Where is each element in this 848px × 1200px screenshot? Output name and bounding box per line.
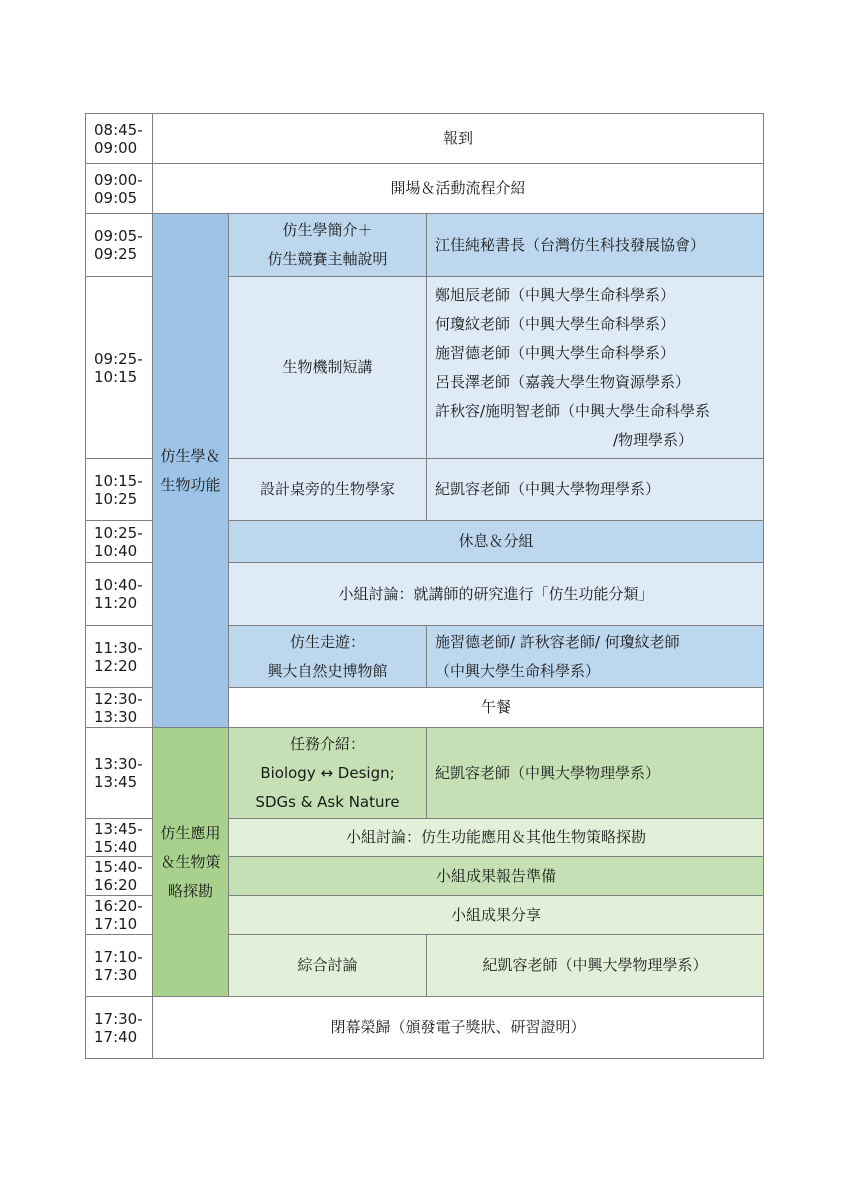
topic-cell bbox=[229, 214, 427, 277]
time-cell bbox=[86, 563, 153, 626]
time-end: 09:00 bbox=[94, 138, 138, 157]
time-end: 10:40 bbox=[94, 541, 138, 560]
time-end: 16:20 bbox=[94, 876, 138, 894]
section-label-line: 仿生應用 bbox=[160, 823, 221, 842]
activity-cell: 閉幕榮歸（頒發電子獎狀、研習證明） bbox=[153, 997, 764, 1059]
topic-line: 仿生走遊： bbox=[289, 632, 365, 651]
topic-line: SDGs & Ask Nature bbox=[255, 792, 400, 811]
schedule-table bbox=[85, 113, 764, 1059]
time-start: 10:25- bbox=[94, 523, 143, 542]
time-end: 17:30 bbox=[94, 965, 138, 984]
speaker-line: /物理學系） bbox=[612, 430, 694, 449]
time-start: 13:45- bbox=[94, 819, 143, 838]
speaker-line: 施習德老師/ 許秋容老師/ 何瓊紋老師 bbox=[435, 632, 680, 651]
activity-cell: 開場＆活動流程介紹 bbox=[153, 164, 764, 214]
time-cell bbox=[86, 521, 153, 563]
time-start: 15:40- bbox=[94, 858, 143, 876]
time-start: 16:20- bbox=[94, 897, 143, 915]
topic-cell bbox=[229, 626, 427, 688]
activity-cell: 休息＆分組 bbox=[229, 521, 764, 563]
section-label-line: 仿生學＆ bbox=[160, 446, 221, 465]
time-cell bbox=[86, 277, 153, 459]
speaker-cell: 紀凱容老師（中興大學物理學系） bbox=[427, 728, 764, 819]
activity-cell: 小組討論：就講師的研究進行「仿生功能分類」 bbox=[229, 563, 764, 626]
speaker-cell: 江佳純秘書長（台灣仿生科技發展協會） bbox=[427, 214, 764, 277]
table-row bbox=[86, 997, 764, 1059]
time-cell bbox=[86, 997, 153, 1059]
topic-cell: 生物機制短講 bbox=[229, 277, 427, 459]
time-start: 09:00- bbox=[94, 170, 143, 189]
topic-cell: 綜合討論 bbox=[229, 935, 427, 997]
time-cell bbox=[86, 164, 153, 214]
time-start: 17:30- bbox=[94, 1009, 143, 1028]
activity-cell: 報到 bbox=[153, 114, 764, 164]
speaker-cell: 紀凱容老師（中興大學物理學系） bbox=[427, 459, 764, 521]
time-start: 17:10- bbox=[94, 947, 143, 966]
time-end: 09:05 bbox=[94, 188, 138, 207]
time-end: 17:40 bbox=[94, 1027, 138, 1046]
speaker-list-cell bbox=[427, 277, 764, 459]
time-cell bbox=[86, 935, 153, 997]
time-end: 09:25 bbox=[94, 245, 138, 263]
speaker-cell bbox=[427, 626, 764, 688]
speaker-line: 呂長澤老師（嘉義大學生物資源學系） bbox=[435, 372, 691, 391]
activity-cell: 小組成果報告準備 bbox=[229, 857, 764, 896]
speaker-line: （中興大學生命科學系） bbox=[435, 661, 601, 680]
speaker-line: 何瓊紋老師（中興大學生命科學系） bbox=[435, 314, 676, 333]
time-end: 17:10 bbox=[94, 915, 138, 933]
topic-line: 興大自然史博物館 bbox=[267, 661, 388, 680]
topic-cell: 設計桌旁的生物學家 bbox=[229, 459, 427, 521]
time-cell bbox=[86, 459, 153, 521]
section-label bbox=[153, 214, 229, 728]
time-end: 10:25 bbox=[94, 489, 138, 508]
time-end: 13:45 bbox=[94, 773, 138, 791]
table-row bbox=[86, 114, 764, 164]
topic-line: 仿生競賽主軸說明 bbox=[267, 250, 388, 268]
time-start: 09:25- bbox=[94, 349, 143, 368]
topic-cell bbox=[229, 728, 427, 819]
section-label-line: ＆生物策 bbox=[160, 852, 221, 871]
section-label-line: 生物功能 bbox=[160, 475, 221, 494]
topic-line: Biology ↔ Design; bbox=[260, 763, 395, 782]
time-end: 11:20 bbox=[94, 594, 138, 612]
time-start: 10:15- bbox=[94, 471, 143, 490]
section-label-line: 略探勘 bbox=[167, 881, 213, 900]
table-row bbox=[86, 728, 764, 819]
time-end: 12:20 bbox=[94, 656, 138, 675]
time-start: 09:05- bbox=[94, 227, 143, 245]
time-end: 10:15 bbox=[94, 367, 138, 386]
time-start: 08:45- bbox=[94, 120, 143, 139]
activity-cell: 小組成果分享 bbox=[229, 896, 764, 935]
time-end: 15:40 bbox=[94, 837, 138, 856]
time-start: 11:30- bbox=[94, 638, 143, 657]
topic-line: 仿生學簡介＋ bbox=[282, 221, 373, 239]
time-cell bbox=[86, 626, 153, 688]
topic-line: 任務介紹： bbox=[289, 734, 365, 753]
table-row bbox=[86, 164, 764, 214]
time-start: 13:30- bbox=[94, 755, 143, 773]
time-cell bbox=[86, 214, 153, 277]
time-cell bbox=[86, 688, 153, 728]
time-end: 13:30 bbox=[94, 707, 138, 726]
speaker-line: 鄭旭辰老師（中興大學生命科學系） bbox=[435, 285, 676, 304]
time-cell bbox=[86, 896, 153, 935]
time-start: 12:30- bbox=[94, 689, 143, 708]
section-label bbox=[153, 728, 229, 997]
activity-cell: 小組討論：仿生功能應用＆其他生物策略探勘 bbox=[229, 819, 764, 857]
speaker-cell: 紀凱容老師（中興大學物理學系） bbox=[427, 935, 764, 997]
time-cell bbox=[86, 114, 153, 164]
time-cell bbox=[86, 819, 153, 857]
table-row bbox=[86, 214, 764, 277]
time-cell bbox=[86, 728, 153, 819]
activity-cell: 午餐 bbox=[229, 688, 764, 728]
time-start: 10:40- bbox=[94, 576, 143, 594]
speaker-line: 施習德老師（中興大學生命科學系） bbox=[435, 343, 676, 362]
time-cell bbox=[86, 857, 153, 896]
speaker-line: 許秋容/施明智老師（中興大學生命科學系 bbox=[435, 401, 711, 420]
